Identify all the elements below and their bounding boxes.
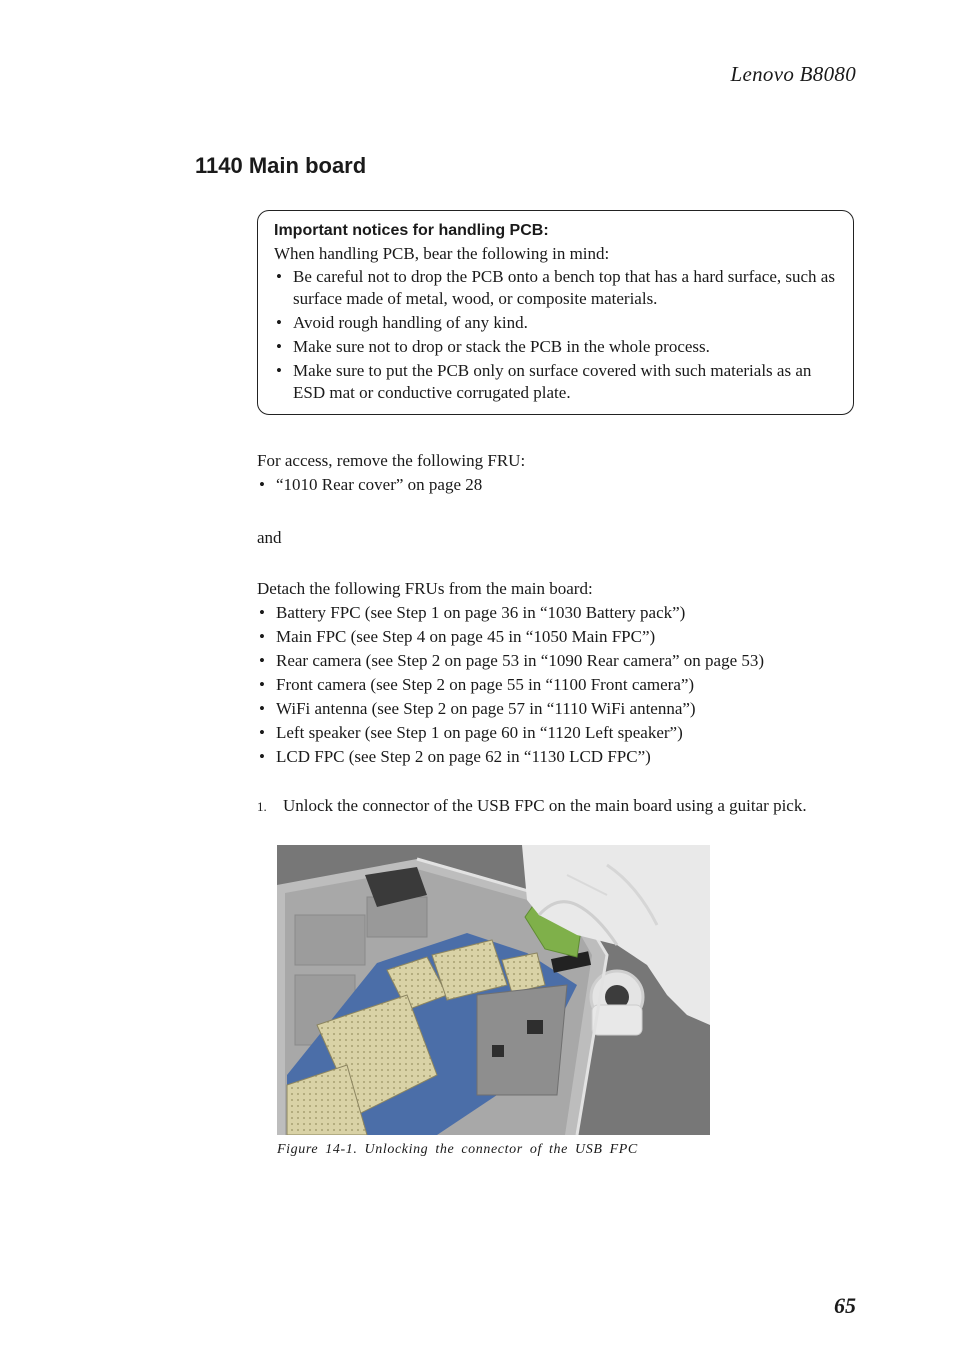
tablet-mainboard-illustration [277,845,710,1135]
access-item: • “1010 Rear cover” on page 28 [257,473,525,497]
detach-item: • Front camera (see Step 2 on page 55 in “1100 Front camera”) [257,673,857,697]
detach-item: • Battery FPC (see Step 1 on page 36 in “1030 Battery pack”) [257,601,857,625]
notice-title: Important notices for handling PCB: [274,222,549,239]
and-text: and [257,528,282,547]
detach-list [257,601,857,769]
detach-intro: Detach the following FRUs from the main board: [257,579,593,598]
detach-item: • Rear camera (see Step 2 on page 53 in “1090 Rear camera” on page 53) [257,649,857,673]
step-text: Unlock the connector of the USB FPC on the main board using a guitar pick. [283,796,807,815]
detach-item: • WiFi antenna (see Step 2 on page 57 in “1110 WiFi antenna”) [257,697,857,721]
detach-block [257,577,857,769]
notice-intro: When handling PCB, bear the following in mind: [274,244,610,263]
section-title: 1140 Main board [195,153,367,178]
step-number: 1. [257,799,267,814]
access-intro: For access, remove the following FRU: [257,451,526,470]
notice-item: • Be careful not to drop the PCB onto a bench top that has a hard surface, such as surface made of metal, wood, or composite materials. [274,266,837,310]
notice-item: • Make sure to put the PCB only on surface covered with such materials as an ESD mat or conductive corrugated plate. [274,360,837,404]
step-1 [257,794,867,819]
access-block [257,449,525,497]
detach-item: • Main FPC (see Step 4 on page 45 in “1050 Main FPC”) [257,625,857,649]
figure-photo [277,845,710,1135]
detach-item: • Left speaker (see Step 1 on page 60 in “1120 Left speaker”) [257,721,857,745]
header-brand: Lenovo B8080 [730,62,856,86]
notice-box [257,210,854,415]
notice-item: • Avoid rough handling of any kind. [274,312,837,334]
access-list [257,473,525,497]
figure-caption: Figure 14-1. Unlocking the connector of the USB FPC [277,1142,638,1157]
detach-item: • LCD FPC (see Step 2 on page 62 in “1130 LCD FPC”) [257,745,857,769]
notice-item: • Make sure not to drop or stack the PCB in the whole process. [274,336,837,358]
page-number: 65 [834,1293,856,1318]
notice-list [274,266,837,404]
